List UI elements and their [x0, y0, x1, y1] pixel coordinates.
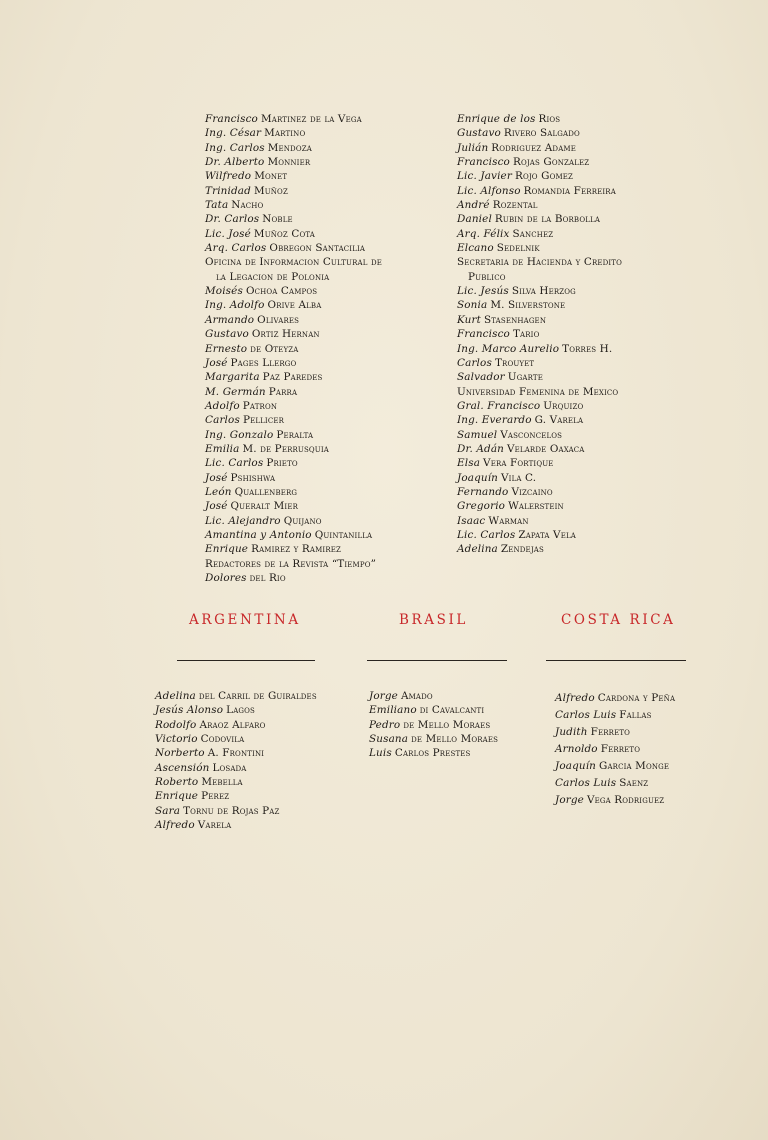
name-entry — [155, 732, 355, 746]
name-entry — [205, 241, 430, 255]
given-name: Jesús Alonso — [155, 704, 224, 717]
given-name: Dolores — [205, 572, 247, 584]
given-name: Joaquín — [457, 471, 499, 484]
surname: Sanchez — [512, 227, 554, 240]
given-name: Adelina — [457, 543, 498, 556]
surname: Patron — [242, 399, 278, 412]
name-entry — [457, 356, 667, 370]
given-name: Ing. Marco Aurelio — [457, 342, 560, 355]
surname: Pshishwa — [230, 471, 276, 484]
country-heading-costa-rica: COSTA RICA — [561, 612, 676, 628]
name-entry — [155, 818, 355, 832]
name-entry — [205, 571, 430, 585]
name-entry — [205, 514, 430, 528]
surname: Velarde Oaxaca — [507, 442, 585, 455]
name-entry — [555, 724, 715, 741]
name-entry — [205, 298, 430, 312]
name-entry — [457, 471, 667, 485]
given-name: Tata — [205, 199, 229, 212]
name-entry — [369, 703, 529, 717]
given-name: Arq. Carlos — [205, 242, 267, 255]
given-name: Lic. Carlos — [457, 528, 516, 541]
surname: Ferreto — [600, 743, 641, 755]
surname: Universidad Femenina de Mexico — [457, 385, 619, 398]
surname: Perez — [201, 790, 230, 803]
given-name: Jorge — [555, 794, 584, 806]
name-entry — [205, 413, 430, 427]
surname: Monet — [254, 170, 288, 183]
given-name: José — [205, 471, 228, 484]
divider-argentina — [177, 660, 315, 661]
given-name: Lic. Javier — [457, 170, 512, 183]
name-entry — [205, 212, 430, 226]
name-entry — [205, 198, 430, 212]
surname: Ochoa Campos — [245, 285, 318, 298]
surname: Martinez de la Vega — [260, 113, 362, 125]
given-name: Trinidad — [205, 184, 251, 197]
name-entry — [457, 442, 667, 456]
name-entry — [457, 485, 667, 499]
name-entry — [155, 761, 355, 775]
given-name: Lic. Alejandro — [205, 514, 281, 527]
given-name: Rodolfo — [155, 718, 197, 731]
given-name: Gral. Francisco — [457, 399, 541, 412]
country-heading-argentina: ARGENTINA — [189, 612, 301, 628]
name-entry — [205, 542, 430, 556]
surname: Rozental — [492, 199, 538, 212]
given-name: Carlos — [205, 414, 240, 427]
name-list-argentina — [155, 689, 355, 832]
name-entry — [457, 227, 667, 241]
name-entry — [205, 342, 430, 356]
name-entry — [205, 399, 430, 413]
surname: Ortiz Hernan — [251, 328, 320, 341]
surname: del Carril de Guiraldes — [198, 690, 317, 702]
surname: Zendejas — [500, 543, 544, 556]
given-name: Ing. Gonzalo — [205, 428, 274, 441]
surname-continued: la Legacion de Polonia — [216, 270, 330, 283]
surname: Losada — [212, 761, 247, 774]
name-entry — [457, 370, 667, 384]
name-entry — [457, 241, 667, 255]
given-name: Luis — [369, 747, 392, 760]
surname: Warman — [488, 514, 529, 527]
surname: Rios — [538, 113, 561, 125]
surname: Vizcaino — [511, 485, 553, 498]
surname: M. Silverstone — [490, 299, 566, 312]
given-name: Adolfo — [205, 399, 240, 412]
name-entry — [457, 298, 667, 312]
name-entry — [457, 126, 667, 140]
given-name: León — [205, 485, 232, 498]
name-entry — [369, 718, 529, 732]
given-name: Arnoldo — [555, 743, 598, 755]
given-name: Lic. Carlos — [205, 457, 264, 470]
name-entry — [457, 169, 667, 183]
surname-continued: Publico — [468, 270, 506, 283]
surname: Martino — [264, 127, 306, 140]
given-name: Carlos — [457, 356, 492, 369]
given-name: Samuel — [457, 428, 498, 441]
surname: Rojo Gomez — [514, 170, 574, 183]
given-name: Ing. Carlos — [205, 141, 265, 154]
name-entry — [205, 385, 430, 399]
surname: Secretaria de Hacienda y Credito — [457, 256, 623, 269]
given-name: Isaac — [457, 514, 486, 527]
given-name: Gregorio — [457, 500, 506, 513]
surname: Tario — [512, 328, 540, 341]
surname: Quijano — [283, 514, 322, 527]
given-name: Amantina y Antonio — [205, 528, 312, 541]
surname: Peralta — [276, 428, 314, 441]
given-name: Lic. Jesús — [457, 285, 509, 298]
given-name: Ernesto — [205, 342, 248, 355]
surname: Urquizo — [543, 399, 584, 412]
surname: del Rio — [249, 572, 286, 584]
surname: Rivero Salgado — [503, 127, 580, 140]
name-list-costa-rica — [555, 690, 715, 809]
name-entry — [155, 804, 355, 818]
surname: Pages Llergo — [230, 356, 297, 369]
surname: Obregon Santacilia — [269, 242, 366, 255]
given-name: Judith — [555, 726, 588, 738]
name-entry — [155, 718, 355, 732]
surname: Sedelnik — [496, 242, 540, 255]
name-entry — [555, 741, 715, 758]
given-name: José — [205, 356, 228, 369]
name-entry — [205, 126, 430, 140]
name-entry — [555, 707, 715, 724]
given-name: Francisco — [205, 113, 258, 125]
name-entry — [457, 184, 667, 198]
surname: de Oteyza — [250, 342, 299, 355]
surname: Walerstein — [508, 500, 564, 513]
given-name: Enrique — [205, 543, 249, 556]
given-name: Gustavo — [457, 127, 501, 140]
name-entry — [205, 442, 430, 456]
country-heading-brasil: BRASIL — [399, 612, 468, 628]
name-entry — [457, 413, 667, 427]
surname: Oficina de Informacion Cultural de — [205, 256, 382, 269]
given-name: Ing. Adolfo — [205, 299, 265, 312]
surname: Ugarte — [507, 371, 544, 384]
given-name: Ing. Everardo — [457, 414, 532, 427]
given-name: Francisco — [457, 328, 510, 341]
surname: Rubin de la Borbolla — [494, 213, 601, 226]
name-entry — [205, 471, 430, 485]
name-entry — [205, 184, 430, 198]
given-name: Ing. César — [205, 127, 262, 140]
surname: Vila C. — [501, 471, 537, 484]
name-entry — [457, 542, 667, 556]
given-name: Kurt — [457, 313, 481, 326]
given-name: Pedro — [369, 718, 401, 731]
given-name: Victorio — [155, 733, 198, 746]
surname: Queralt Mier — [230, 500, 299, 513]
name-entry — [155, 775, 355, 789]
name-entry — [369, 689, 529, 703]
given-name: Gustavo — [205, 328, 249, 341]
given-name: Moisés — [205, 285, 243, 298]
surname: Fallas — [619, 709, 652, 721]
surname: Garcia Monge — [599, 760, 670, 772]
surname: Olivares — [257, 313, 300, 326]
name-entry — [205, 141, 430, 155]
given-name: Armando — [205, 313, 255, 326]
surname: Stasenhagen — [483, 313, 547, 326]
given-name: Lic. Alfonso — [457, 184, 521, 197]
given-name: Ascensión — [155, 761, 210, 774]
given-name: José — [205, 500, 228, 513]
surname: Quallenberg — [234, 485, 298, 498]
name-list-brasil — [369, 689, 529, 761]
surname: Tornu de Rojas Paz — [183, 804, 280, 817]
given-name: Francisco — [457, 156, 510, 169]
name-entry — [457, 385, 667, 399]
name-entry — [205, 327, 430, 341]
name-entry — [205, 169, 430, 183]
surname: Muñoz — [253, 184, 288, 197]
name-entry — [555, 775, 715, 792]
surname: Zapata Vela — [518, 528, 576, 541]
surname: Lagos — [226, 704, 255, 717]
surname: Prieto — [266, 457, 298, 470]
surname: Monnier — [267, 156, 311, 169]
surname: Parra — [268, 385, 298, 398]
name-entry — [205, 284, 430, 298]
given-name: Emiliano — [369, 704, 417, 717]
name-entry-continuation — [205, 270, 430, 284]
given-name: Emilia — [205, 442, 240, 455]
name-entry — [457, 456, 667, 470]
name-entry — [457, 499, 667, 513]
name-entry — [555, 690, 715, 707]
surname: Codovila — [200, 733, 245, 746]
given-name: Julián — [457, 141, 489, 154]
divider-brasil — [367, 660, 507, 661]
surname: Trouyet — [494, 356, 535, 369]
name-entry — [457, 112, 667, 126]
name-entry — [457, 514, 667, 528]
surname: di Cavalcanti — [419, 704, 485, 717]
name-list-left — [205, 112, 430, 585]
name-entry-continuation — [457, 270, 667, 284]
name-entry — [155, 689, 355, 703]
given-name: Adelina — [155, 690, 196, 702]
name-entry — [205, 227, 430, 241]
name-entry — [205, 485, 430, 499]
name-entry — [205, 428, 430, 442]
surname: Paz Paredes — [262, 371, 323, 384]
name-entry — [457, 327, 667, 341]
given-name: Lic. José — [205, 227, 251, 240]
name-entry — [155, 789, 355, 803]
surname: de Mello Moraes — [411, 733, 499, 746]
given-name: Margarita — [205, 371, 260, 384]
surname: Orive Alba — [267, 299, 322, 312]
name-entry — [369, 732, 529, 746]
name-entry — [457, 255, 667, 269]
name-entry — [205, 499, 430, 513]
name-entry — [205, 255, 430, 269]
given-name: Salvador — [457, 371, 505, 384]
given-name: Wilfredo — [205, 170, 252, 183]
given-name: Enrique de los — [457, 113, 536, 125]
given-name: Alfredo — [555, 692, 595, 704]
given-name: Daniel — [457, 213, 492, 226]
surname: Cardona y Peña — [597, 692, 676, 704]
surname: M. de Perrusquia — [242, 442, 329, 455]
surname: Nacho — [231, 199, 264, 212]
surname: Ferreto — [590, 726, 631, 738]
surname: G. Varela — [534, 414, 584, 427]
surname: Vasconcelos — [500, 428, 563, 441]
name-entry — [457, 528, 667, 542]
surname: Mebella — [201, 776, 243, 789]
surname: Amado — [400, 690, 433, 702]
name-entry — [457, 428, 667, 442]
name-entry — [457, 198, 667, 212]
surname: Araoz Alfaro — [199, 718, 266, 731]
surname: de Mello Moraes — [403, 718, 491, 731]
given-name: Joaquín — [555, 760, 597, 772]
surname: Varela — [197, 819, 232, 832]
name-entry — [205, 112, 430, 126]
given-name: Carlos Luis — [555, 777, 617, 789]
name-entry — [457, 399, 667, 413]
name-entry — [457, 313, 667, 327]
given-name: Jorge — [369, 690, 398, 702]
name-entry — [457, 284, 667, 298]
given-name: M. Germán — [205, 385, 266, 398]
name-entry — [369, 746, 529, 760]
surname: Romandia Ferreira — [523, 184, 616, 197]
name-entry — [457, 212, 667, 226]
given-name: Elcano — [457, 242, 494, 255]
given-name: Dr. Adán — [457, 442, 505, 455]
name-entry — [155, 703, 355, 717]
surname: Noble — [262, 213, 293, 226]
name-entry — [205, 313, 430, 327]
name-entry — [205, 557, 430, 571]
surname: Carlos Prestes — [394, 747, 471, 760]
given-name: Dr. Carlos — [205, 213, 260, 226]
given-name: Arq. Félix — [457, 227, 510, 240]
name-entry — [457, 141, 667, 155]
name-entry — [555, 758, 715, 775]
given-name: Norberto — [155, 747, 205, 760]
surname: A. Frontini — [207, 747, 265, 760]
surname: Redactores de la Revista “Tiempo” — [205, 557, 377, 570]
surname: Rojas Gonzalez — [512, 156, 590, 169]
surname: Muñoz Cota — [253, 227, 316, 240]
name-entry — [205, 528, 430, 542]
name-entry — [555, 792, 715, 809]
given-name: Alfredo — [155, 819, 195, 832]
name-entry — [155, 746, 355, 760]
surname: Saenz — [619, 777, 649, 789]
given-name: André — [457, 199, 490, 212]
given-name: Sonia — [457, 299, 488, 312]
surname: Pellicer — [242, 414, 285, 427]
surname: Mendoza — [267, 141, 312, 154]
surname: Rodriguez Adame — [491, 141, 576, 154]
surname: Vega Rodriguez — [586, 794, 665, 806]
surname: Torres H. — [562, 342, 613, 355]
name-list-right — [457, 112, 667, 557]
given-name: Fernando — [457, 485, 509, 498]
name-entry — [205, 370, 430, 384]
name-entry — [205, 456, 430, 470]
given-name: Sara — [155, 804, 181, 817]
name-entry — [457, 342, 667, 356]
surname: Vera Fortique — [483, 457, 554, 470]
given-name: Dr. Alberto — [205, 156, 265, 169]
surname: Ramirez y Ramirez — [251, 543, 342, 556]
surname: Silva Herzog — [511, 285, 576, 298]
given-name: Elsa — [457, 457, 481, 470]
given-name: Enrique — [155, 790, 199, 803]
given-name: Susana — [369, 733, 409, 746]
surname: Quintanilla — [314, 528, 373, 541]
name-entry — [457, 155, 667, 169]
given-name: Roberto — [155, 776, 199, 789]
name-entry — [205, 356, 430, 370]
name-entry — [205, 155, 430, 169]
divider-costa-rica — [546, 660, 686, 661]
given-name: Carlos Luis — [555, 709, 617, 721]
